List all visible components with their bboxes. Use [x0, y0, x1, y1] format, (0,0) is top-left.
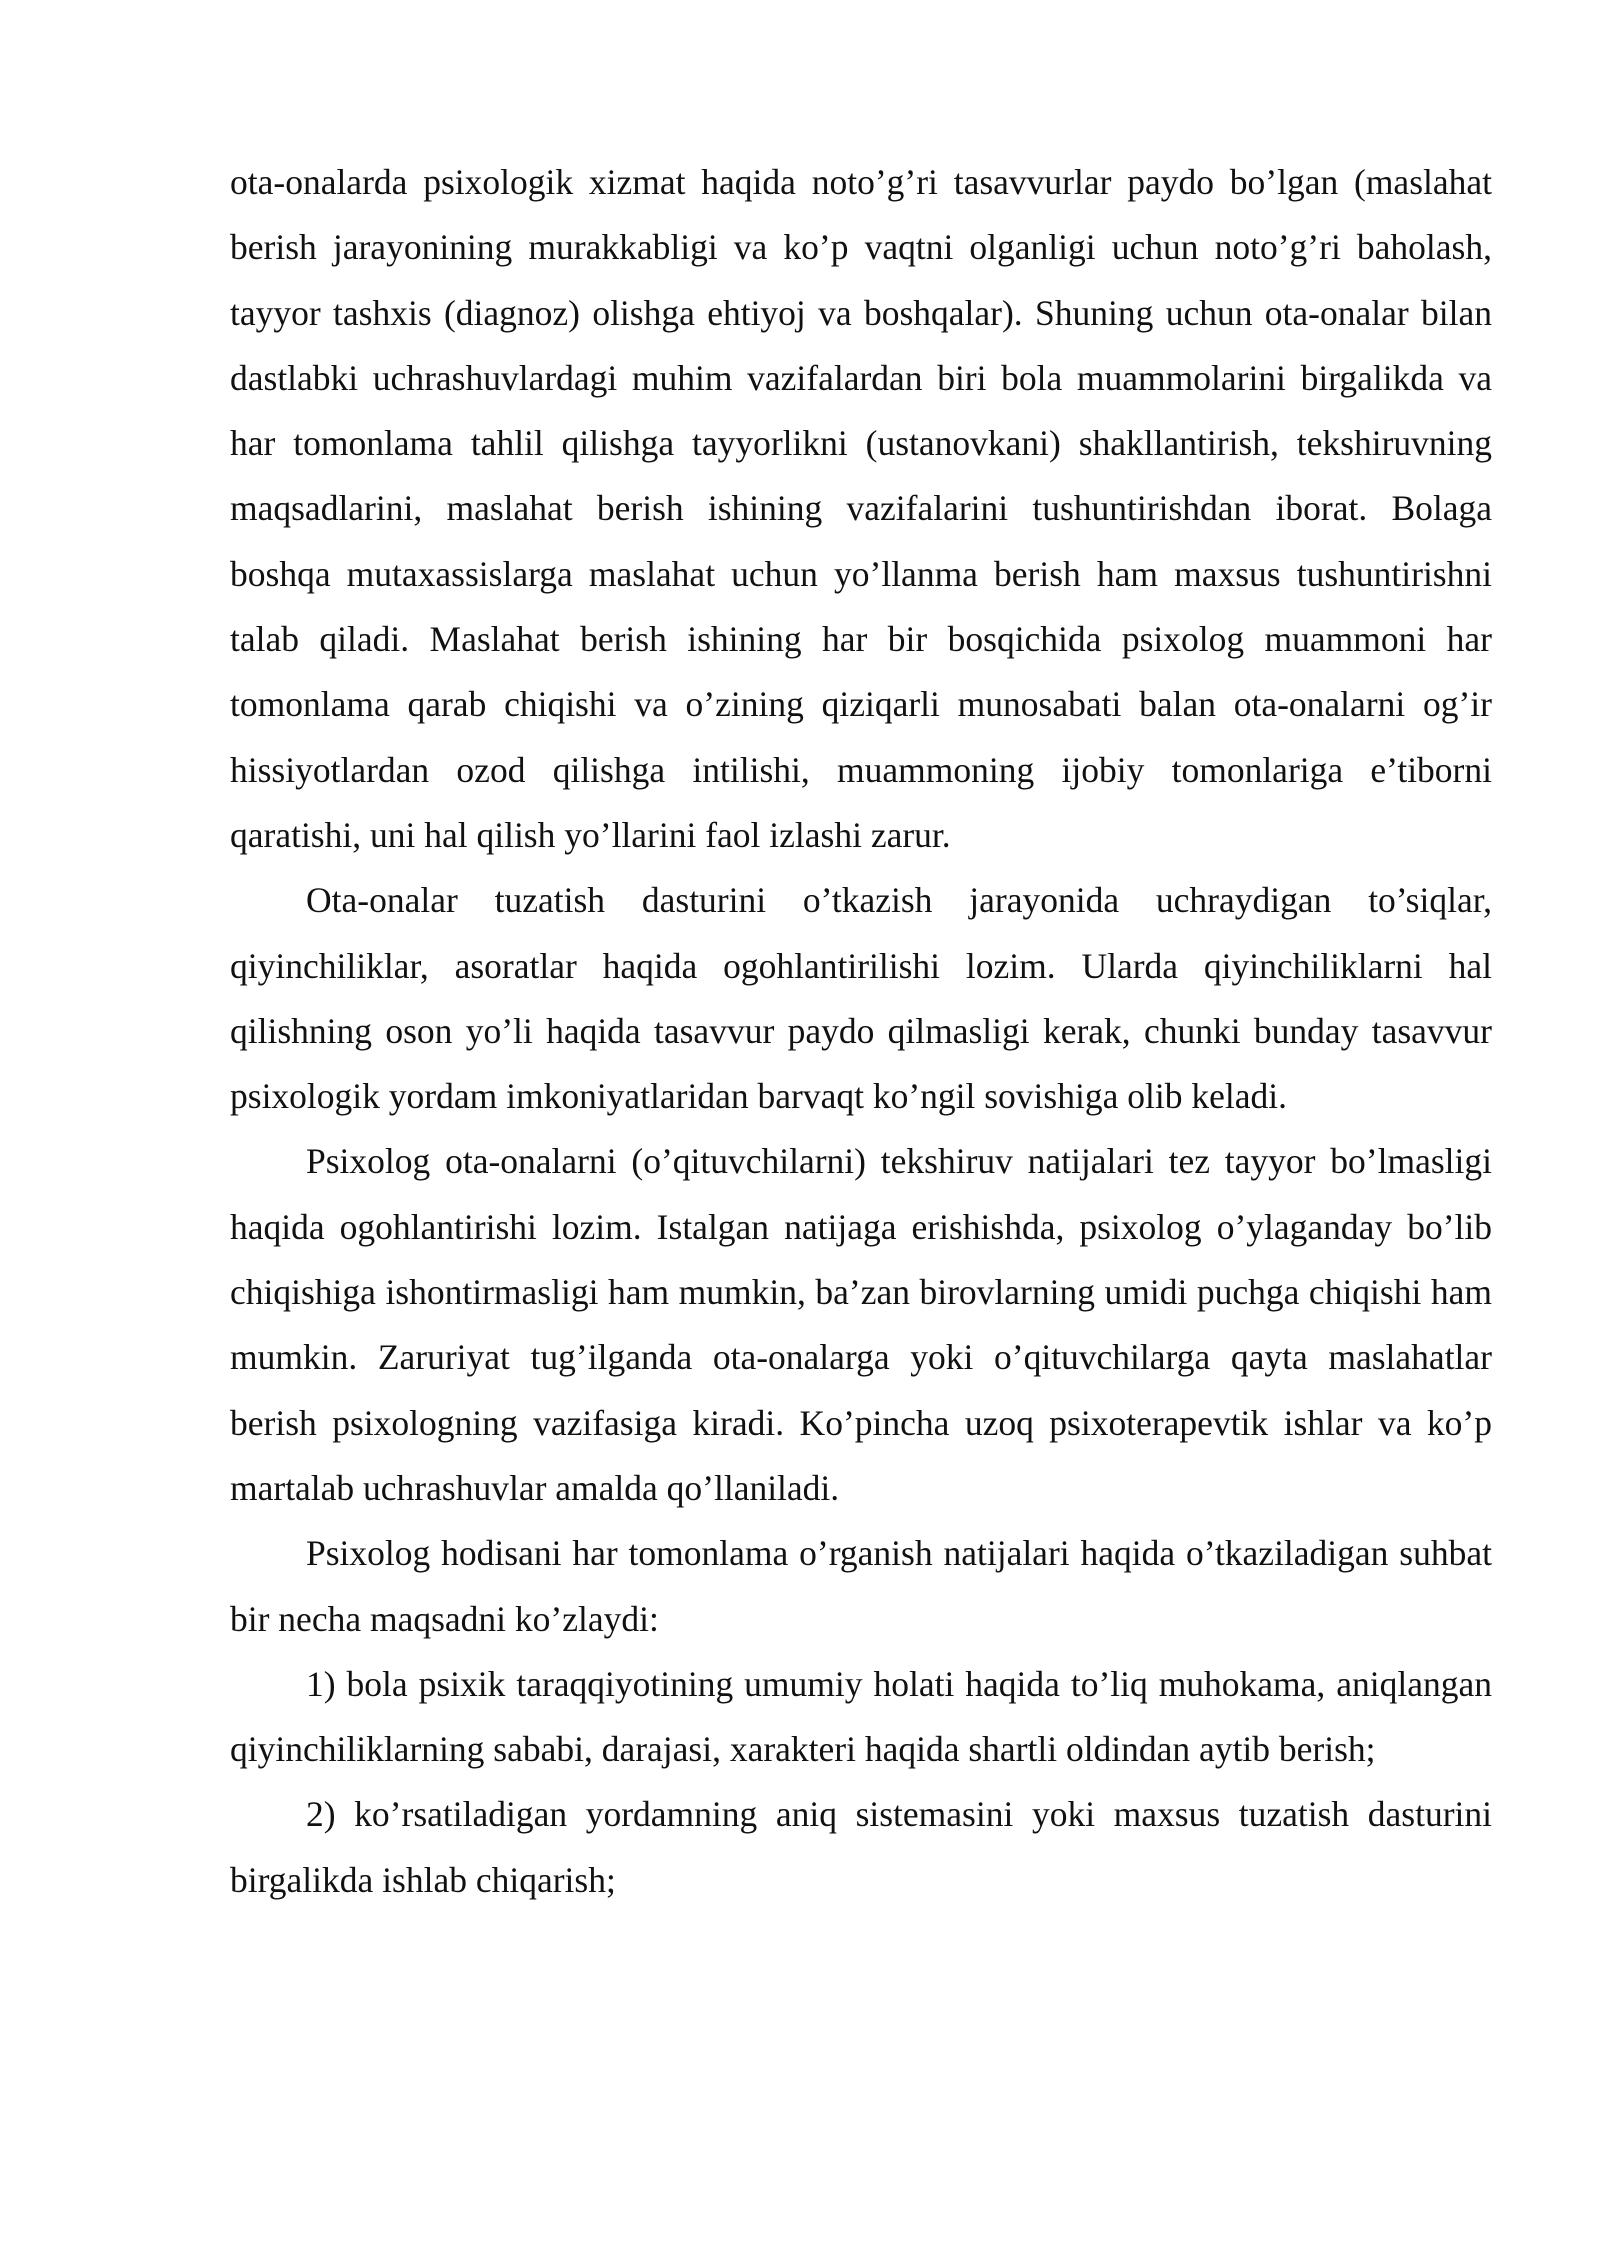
list-item-1: 1) bola psixik taraqqiyotining umumiy holati haqida to’liq muhokama, aniqlangan qiyinchiliklarning sababi, darajasi, xarakteri haqida shartli oldindan aytib berish;: [230, 1663, 1492, 1770]
list-item-2: 2) ko’rsatiladigan yordamning aniq sistemasini yoki maxsus tuzatish dasturini birgalikda ishlab chiqarish;: [230, 1794, 1492, 1900]
document-page: [230, 150, 1492, 1913]
paragraph-warning-obstacles: Ota-onalar tuzatish dasturini o’tkazish jarayonida uchraydigan to’siqlar, qiyinchiliklar, asoratlar haqida ogohlantirilishi lozim. Ularda qiyinchiliklarni hal qilishning oson yo’li haqida tasavvur paydo qilmasligi kerak, chunki bunday tasavvur psixologik yordam imkoniyatlaridan barvaqt ko’ngil sovishiga olib keladi.: [230, 880, 1492, 1117]
paragraph-results-timing: Psixolog ota-onalarni (o’qituvchilarni) tekshiruv natijalari tez tayyor bo’lmasligi haqida ogohlantirishi lozim. Istalgan natijaga erishishda, psixolog o’ylaganday bo’lib chiqishiga ishontirmasligi ham mumkin, ba’zan birovlarning umidi puchga chiqishi ham mumkin. Zaruriyat tug’ilganda ota-onalarga yoki o’qituvchilarga qayta maslahatlar berish psixologning vazifasiga kiradi. Ko’pincha uzoq psixoterapevtik ishlar va ko’p martalab uchrashuvlar amalda qo’llaniladi.: [230, 1141, 1492, 1508]
paragraph-conversation-goals: Psixolog hodisani har tomonlama o’rganish natijalari haqida o’tkaziladigan suhbat bir necha maqsadni ko’zlaydi:: [230, 1533, 1492, 1639]
paragraph-continuation: ota-onalarda psixologik xizmat haqida noto’g’ri tasavvurlar paydo bo’lgan (maslahat berish jarayonining murakkabligi va ko’p vaqtni olganligi uchun noto’g’ri baholash, tayyor tashxis (diagnoz) olishga ehtiyoj va boshqalar). Shuning uchun ota-onalar bilan dastlabki uchrashuvlardagi muhim vazifalardan biri bola muammolarini birgalikda va har tomonlama tahlil qilishga tayyorlikni (ustanovkani) shakllantirish, tekshiruvning maqsadlarini, maslahat berish ishining vazifalarini tushuntirishdan iborat. Bolaga boshqa mutaxassislarga maslahat uchun yo’llanma berish ham maxsus tushuntirishni talab qiladi. Maslahat berish ishining har bir bosqichida psixolog muammoni har tomonlama qarab chiqishi va o’zining qiziqarli munosabati balan ota-onalarni og’ir hissiyotlardan ozod qilishga intilishi, muammoning ijobiy tomonlariga e’tiborni qaratishi, uni hal qilish yo’llarini faol izlashi zarur.: [230, 162, 1492, 855]
